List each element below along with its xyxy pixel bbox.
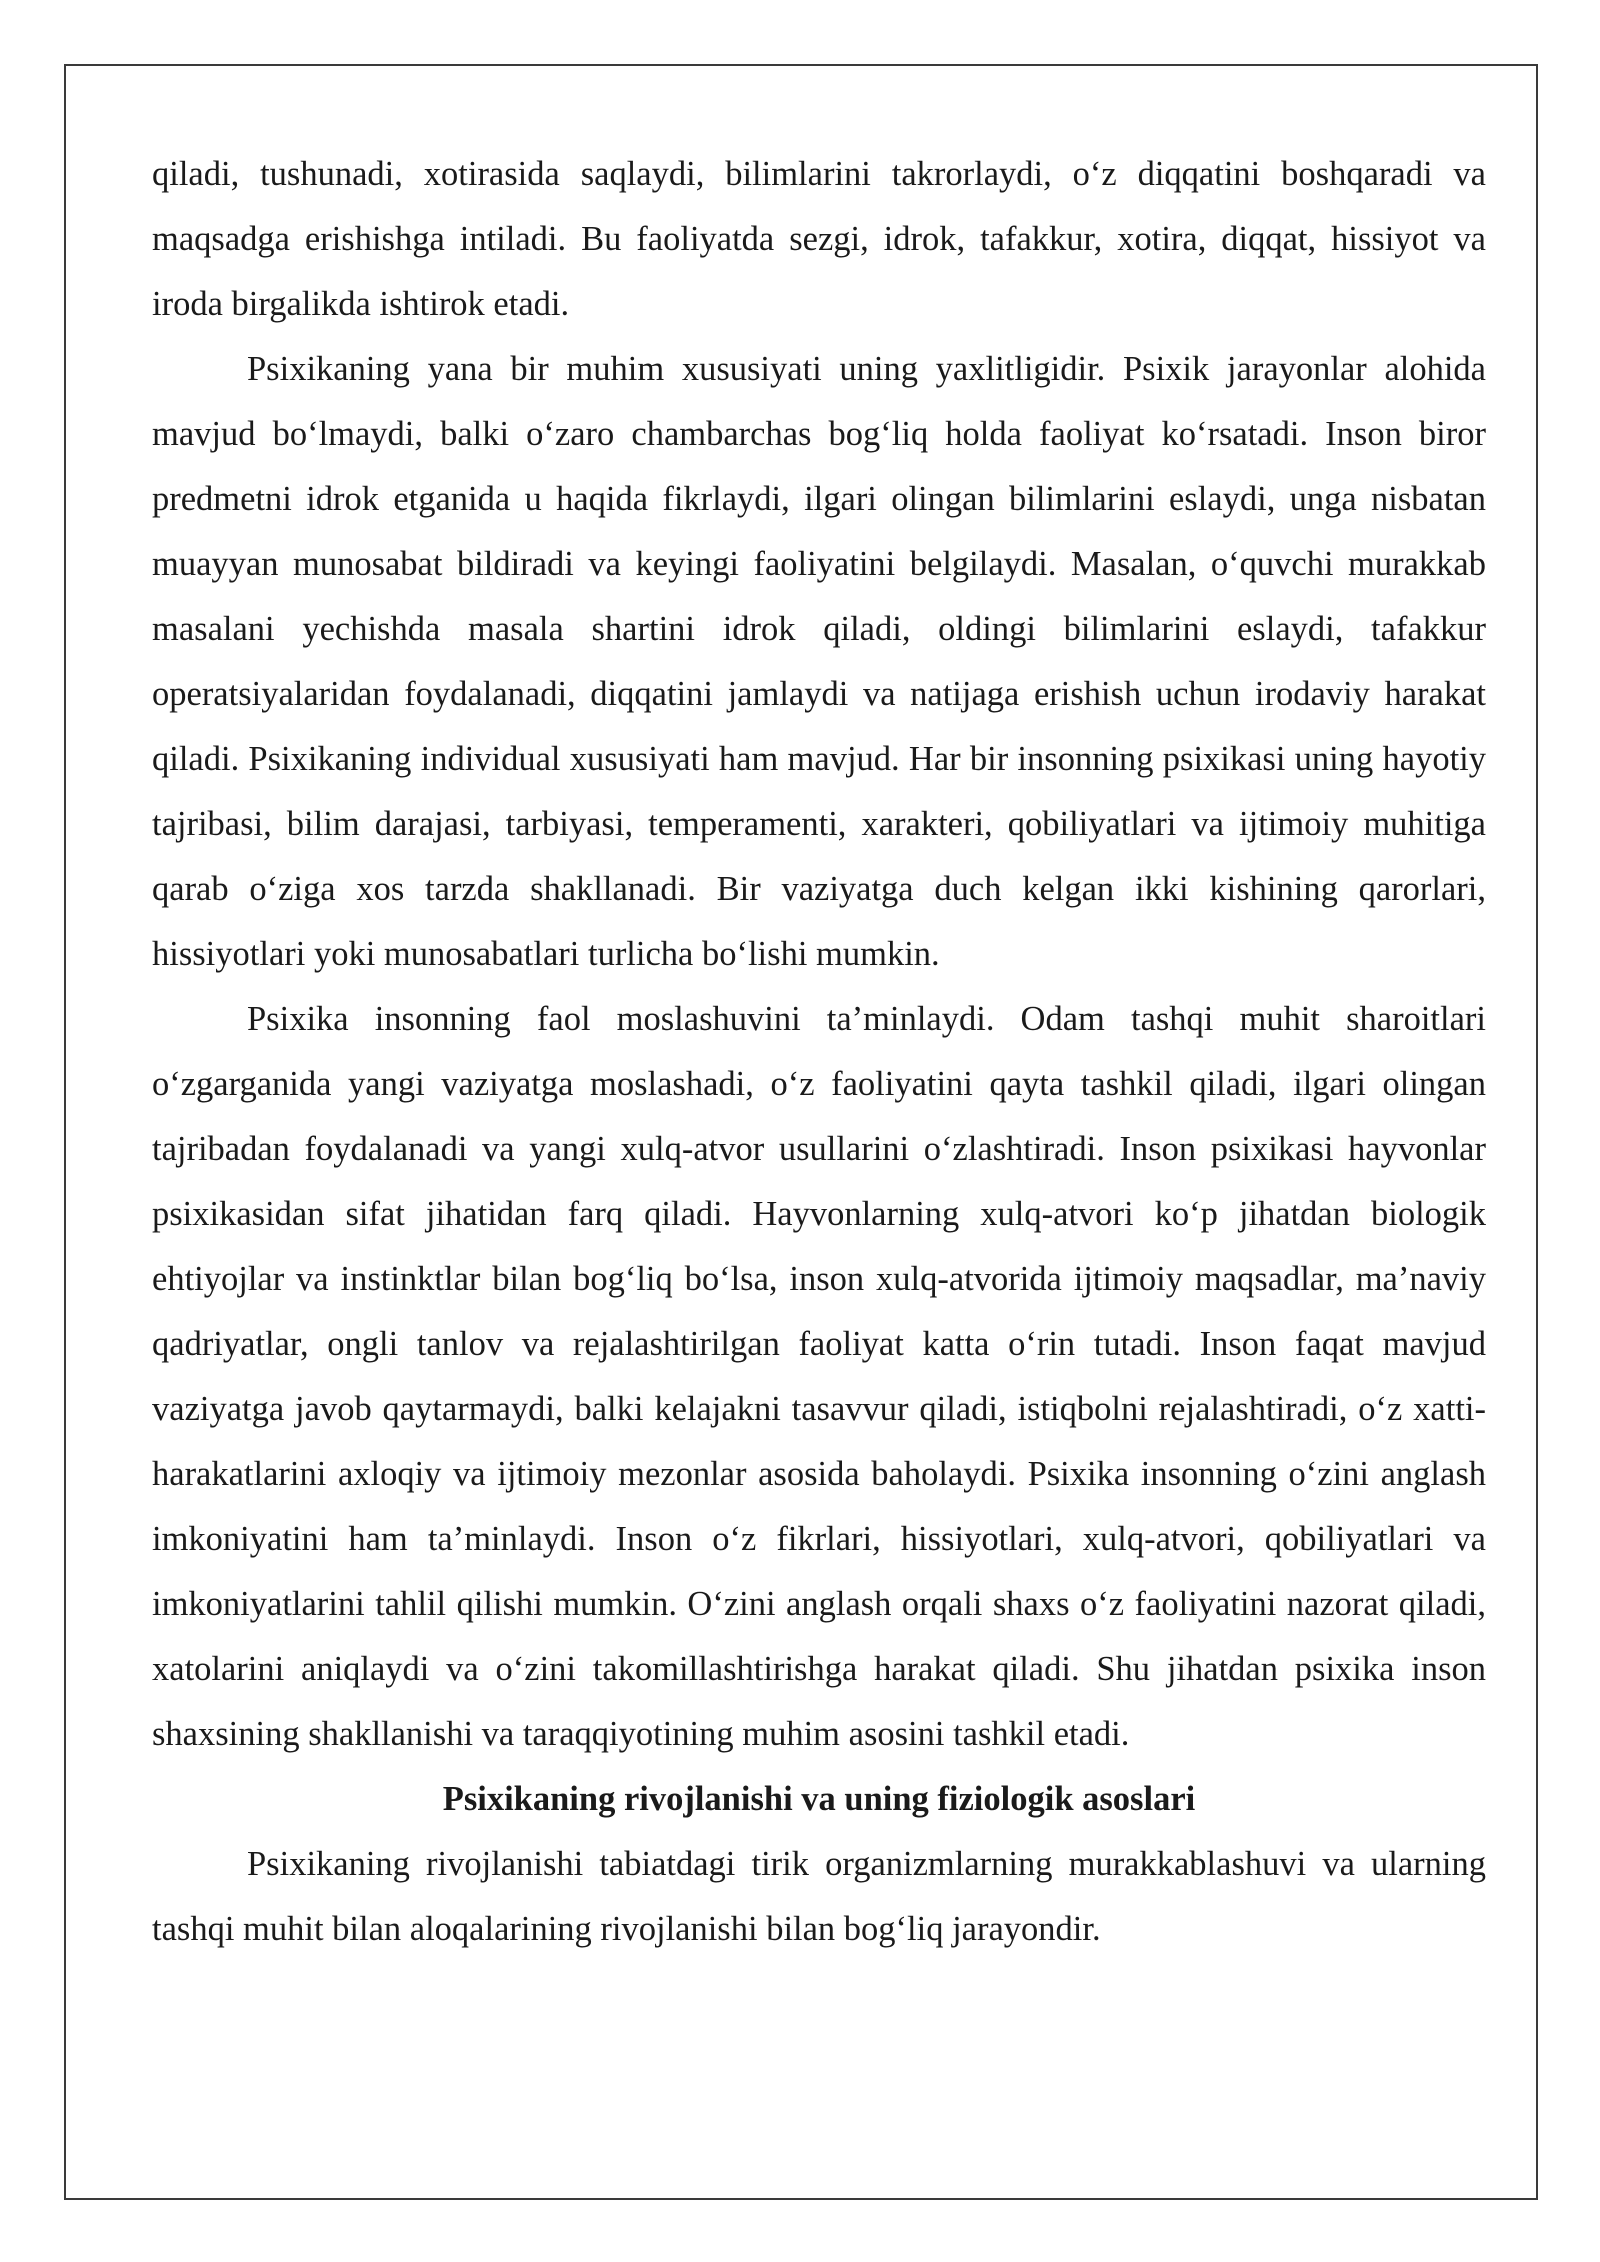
section-heading: Psixikaning rivojlanishi va uning fiziologik asoslari (442, 1780, 1196, 1818)
paragraph-continuation: qiladi, tushunadi, xotirasida saqlaydi, bilimlarini takrorlaydi, o‘z diqqatini boshqaradi va maqsadga erishishga intiladi. Bu faoliyatda sezgi, idrok, tafakkur, xotira, diqqat, hissiyot va iroda birgalikda ishtirok etadi. (152, 155, 1486, 323)
paragraph-adaptation: Psixika insonning faol moslashuvini ta’minlaydi. Odam tashqi muhit sharoitlari o‘zgarganida yangi vaziyatga moslashadi, o‘z faoliyatini qayta tashkil qiladi, ilgari olingan tajribadan foydalanadi va yangi xulq-atvor usullarini o‘zlashtiradi. Inson psixikasi hayvonlar psixikasidan sifat jihatidan farq qiladi. Hayvonlarning xulq-atvori ko‘p jihatdan biologik ehtiyojlar va instinktlar bilan bog‘liq bo‘lsa, inson xulq-atvorida ijtimoiy maqsadlar, ma’naviy qadriyatlar, ongli tanlov va rejalashtirilgan faoliyat katta o‘rin tutadi. Inson faqat mavjud vaziyatga javob qaytarmaydi, balki kelajakni tasavvur qiladi, istiqbolni rejalashtiradi, o‘z xatti-harakatlarini axloqiy va ijtimoiy mezonlar asosida baholaydi. Psixika insonning o‘zini anglash imkoniyatini ham ta’minlaydi. Inson o‘z fikrlari, hissiyotlari, xulq-atvori, qobiliyatlari va imkoniyatlarini tahlil qilishi mumkin. O‘zini anglash orqali shaxs o‘z faoliyatini nazorat qiladi, xatolarini aniqlaydi va o‘zini takomillashtirishga harakat qiladi. Shu jihatdan psixika inson shaxsining shakllanishi va taraqqiyotining muhim asosini tashkil etadi. (152, 1000, 1486, 1753)
paragraph-development: Psixikaning rivojlanishi tabiatdagi tirik organizmlarning murakkablashuvi va ularning tashqi muhit bilan aloqalarining rivojlanishi bilan bog‘liq jarayondir. (152, 1845, 1486, 1948)
document-body (152, 142, 1486, 1962)
paragraph-integrity: Psixikaning yana bir muhim xususiyati uning yaxlitligidir. Psixik jarayonlar alohida mavjud bo‘lmaydi, balki o‘zaro chambarchas bog‘liq holda faoliyat ko‘rsatadi. Inson biror predmetni idrok etganida u haqida fikrlaydi, ilgari olingan bilimlarini eslaydi, unga nisbatan muayyan munosabat bildiradi va keyingi faoliyatini belgilaydi. Masalan, o‘quvchi murakkab masalani yechishda masala shartini idrok qiladi, oldingi bilimlarini eslaydi, tafakkur operatsiyalaridan foydalanadi, diqqatini jamlaydi va natijaga erishish uchun irodaviy harakat qiladi. Psixikaning individual xususiyati ham mavjud. Har bir insonning psixikasi uning hayotiy tajribasi, bilim darajasi, tarbiyasi, temperamenti, xarakteri, qobiliyatlari va ijtimoiy muhitiga qarab o‘ziga xos tarzda shakllanadi. Bir vaziyatga duch kelgan ikki kishining qarorlari, hissiyotlari yoki munosabatlari turlicha bo‘lishi mumkin. (152, 350, 1486, 973)
